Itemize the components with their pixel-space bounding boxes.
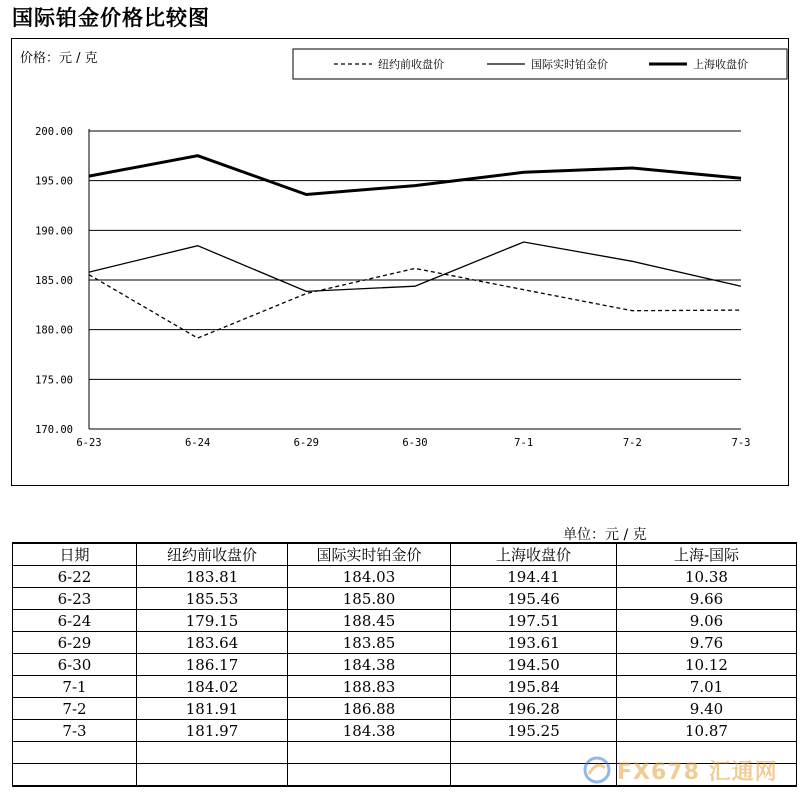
table-row bbox=[13, 610, 797, 632]
y-tick-label: 170.00 bbox=[35, 424, 73, 436]
column-header: 纽约前收盘价 bbox=[137, 543, 288, 566]
table-row bbox=[13, 720, 797, 742]
column-header: 上海收盘价 bbox=[451, 543, 617, 566]
table-cell: 185.80 bbox=[288, 588, 451, 610]
table-cell: 193.61 bbox=[451, 632, 617, 654]
table-cell: 184.38 bbox=[288, 720, 451, 742]
table-cell: 9.66 bbox=[617, 588, 797, 610]
series-line-0 bbox=[89, 268, 741, 338]
y-tick-label: 185.00 bbox=[35, 275, 73, 287]
x-tick-label: 6-29 bbox=[293, 437, 319, 449]
x-tick-label: 6-24 bbox=[185, 437, 211, 449]
table-cell: 6-24 bbox=[13, 610, 137, 632]
x-tick-label: 7-2 bbox=[622, 437, 642, 449]
table-row bbox=[13, 588, 797, 610]
table-cell: 188.45 bbox=[288, 610, 451, 632]
table-cell: 10.12 bbox=[617, 654, 797, 676]
table-cell: 7-1 bbox=[13, 676, 137, 698]
table-cell: 197.51 bbox=[451, 610, 617, 632]
table-cell bbox=[137, 742, 288, 764]
table-cell: 9.06 bbox=[617, 610, 797, 632]
x-tick-label: 7-3 bbox=[731, 437, 751, 449]
table-cell: 7-3 bbox=[13, 720, 137, 742]
x-tick-label: 6-23 bbox=[76, 437, 102, 449]
y-tick-label: 175.00 bbox=[35, 374, 73, 387]
table-cell: 9.40 bbox=[617, 698, 797, 720]
table-row bbox=[13, 632, 797, 654]
table-cell: 194.41 bbox=[451, 566, 617, 588]
table-cell bbox=[13, 742, 137, 764]
table-cell: 184.03 bbox=[288, 566, 451, 588]
column-header: 日期 bbox=[13, 543, 137, 566]
table-cell: 184.38 bbox=[288, 654, 451, 676]
table-cell: 10.87 bbox=[617, 720, 797, 742]
table-cell: 6-23 bbox=[13, 588, 137, 610]
legend-label: 国际实时铂金价 bbox=[531, 58, 608, 71]
y-axis-label: 价格：元 / 克 bbox=[20, 51, 98, 66]
table-cell: 185.53 bbox=[137, 588, 288, 610]
price-table bbox=[12, 542, 797, 787]
table-cell bbox=[288, 742, 451, 764]
y-tick-label: 200.00 bbox=[35, 126, 73, 138]
table-cell: 181.97 bbox=[137, 720, 288, 742]
table-cell: 9.76 bbox=[617, 632, 797, 654]
legend-label: 纽约前收盘价 bbox=[378, 58, 444, 71]
table-cell: 6-22 bbox=[13, 566, 137, 588]
table-cell: 181.91 bbox=[137, 698, 288, 720]
chart-panel bbox=[11, 38, 789, 486]
table-cell bbox=[13, 764, 137, 787]
y-tick-label: 180.00 bbox=[35, 324, 73, 337]
x-tick-label: 6-30 bbox=[402, 437, 428, 449]
table-cell: 183.81 bbox=[137, 566, 288, 588]
table-row bbox=[13, 698, 797, 720]
table-cell: 194.50 bbox=[451, 654, 617, 676]
legend-label: 上海收盘价 bbox=[693, 58, 748, 71]
table-row bbox=[13, 566, 797, 588]
table-cell: 7-2 bbox=[13, 698, 137, 720]
y-tick-label: 190.00 bbox=[35, 225, 73, 238]
series-line-1 bbox=[89, 242, 741, 291]
table-cell: 183.85 bbox=[288, 632, 451, 654]
table-cell: 196.28 bbox=[451, 698, 617, 720]
line-chart bbox=[12, 39, 788, 485]
unit-label: 单位：元 / 克 bbox=[563, 527, 647, 543]
table-cell: 184.02 bbox=[137, 676, 288, 698]
table-cell: 195.46 bbox=[451, 588, 617, 610]
table-cell: 195.25 bbox=[451, 720, 617, 742]
table-cell: 6-30 bbox=[13, 654, 137, 676]
watermark-text: FX678 汇通网 bbox=[617, 759, 778, 785]
table-row bbox=[13, 654, 797, 676]
table-row bbox=[13, 676, 797, 698]
fx678-logo-icon bbox=[583, 756, 611, 784]
table-cell bbox=[288, 764, 451, 787]
table-cell: 179.15 bbox=[137, 610, 288, 632]
watermark bbox=[583, 752, 798, 788]
series-line-2 bbox=[89, 156, 741, 195]
column-header: 上海-国际 bbox=[617, 543, 797, 566]
table-header-row bbox=[13, 543, 797, 566]
table-cell: 188.83 bbox=[288, 676, 451, 698]
table-cell bbox=[137, 764, 288, 787]
table-cell: 183.64 bbox=[137, 632, 288, 654]
table-cell: 6-29 bbox=[13, 632, 137, 654]
table-cell: 186.17 bbox=[137, 654, 288, 676]
table-cell: 195.84 bbox=[451, 676, 617, 698]
table-cell: 10.38 bbox=[617, 566, 797, 588]
column-header: 国际实时铂金价 bbox=[288, 543, 451, 566]
table-cell: 186.88 bbox=[288, 698, 451, 720]
y-tick-label: 195.00 bbox=[35, 175, 73, 188]
x-tick-label: 7-1 bbox=[514, 437, 534, 449]
table-cell: 7.01 bbox=[617, 676, 797, 698]
page-title: 国际铂金价格比较图 bbox=[12, 6, 210, 30]
